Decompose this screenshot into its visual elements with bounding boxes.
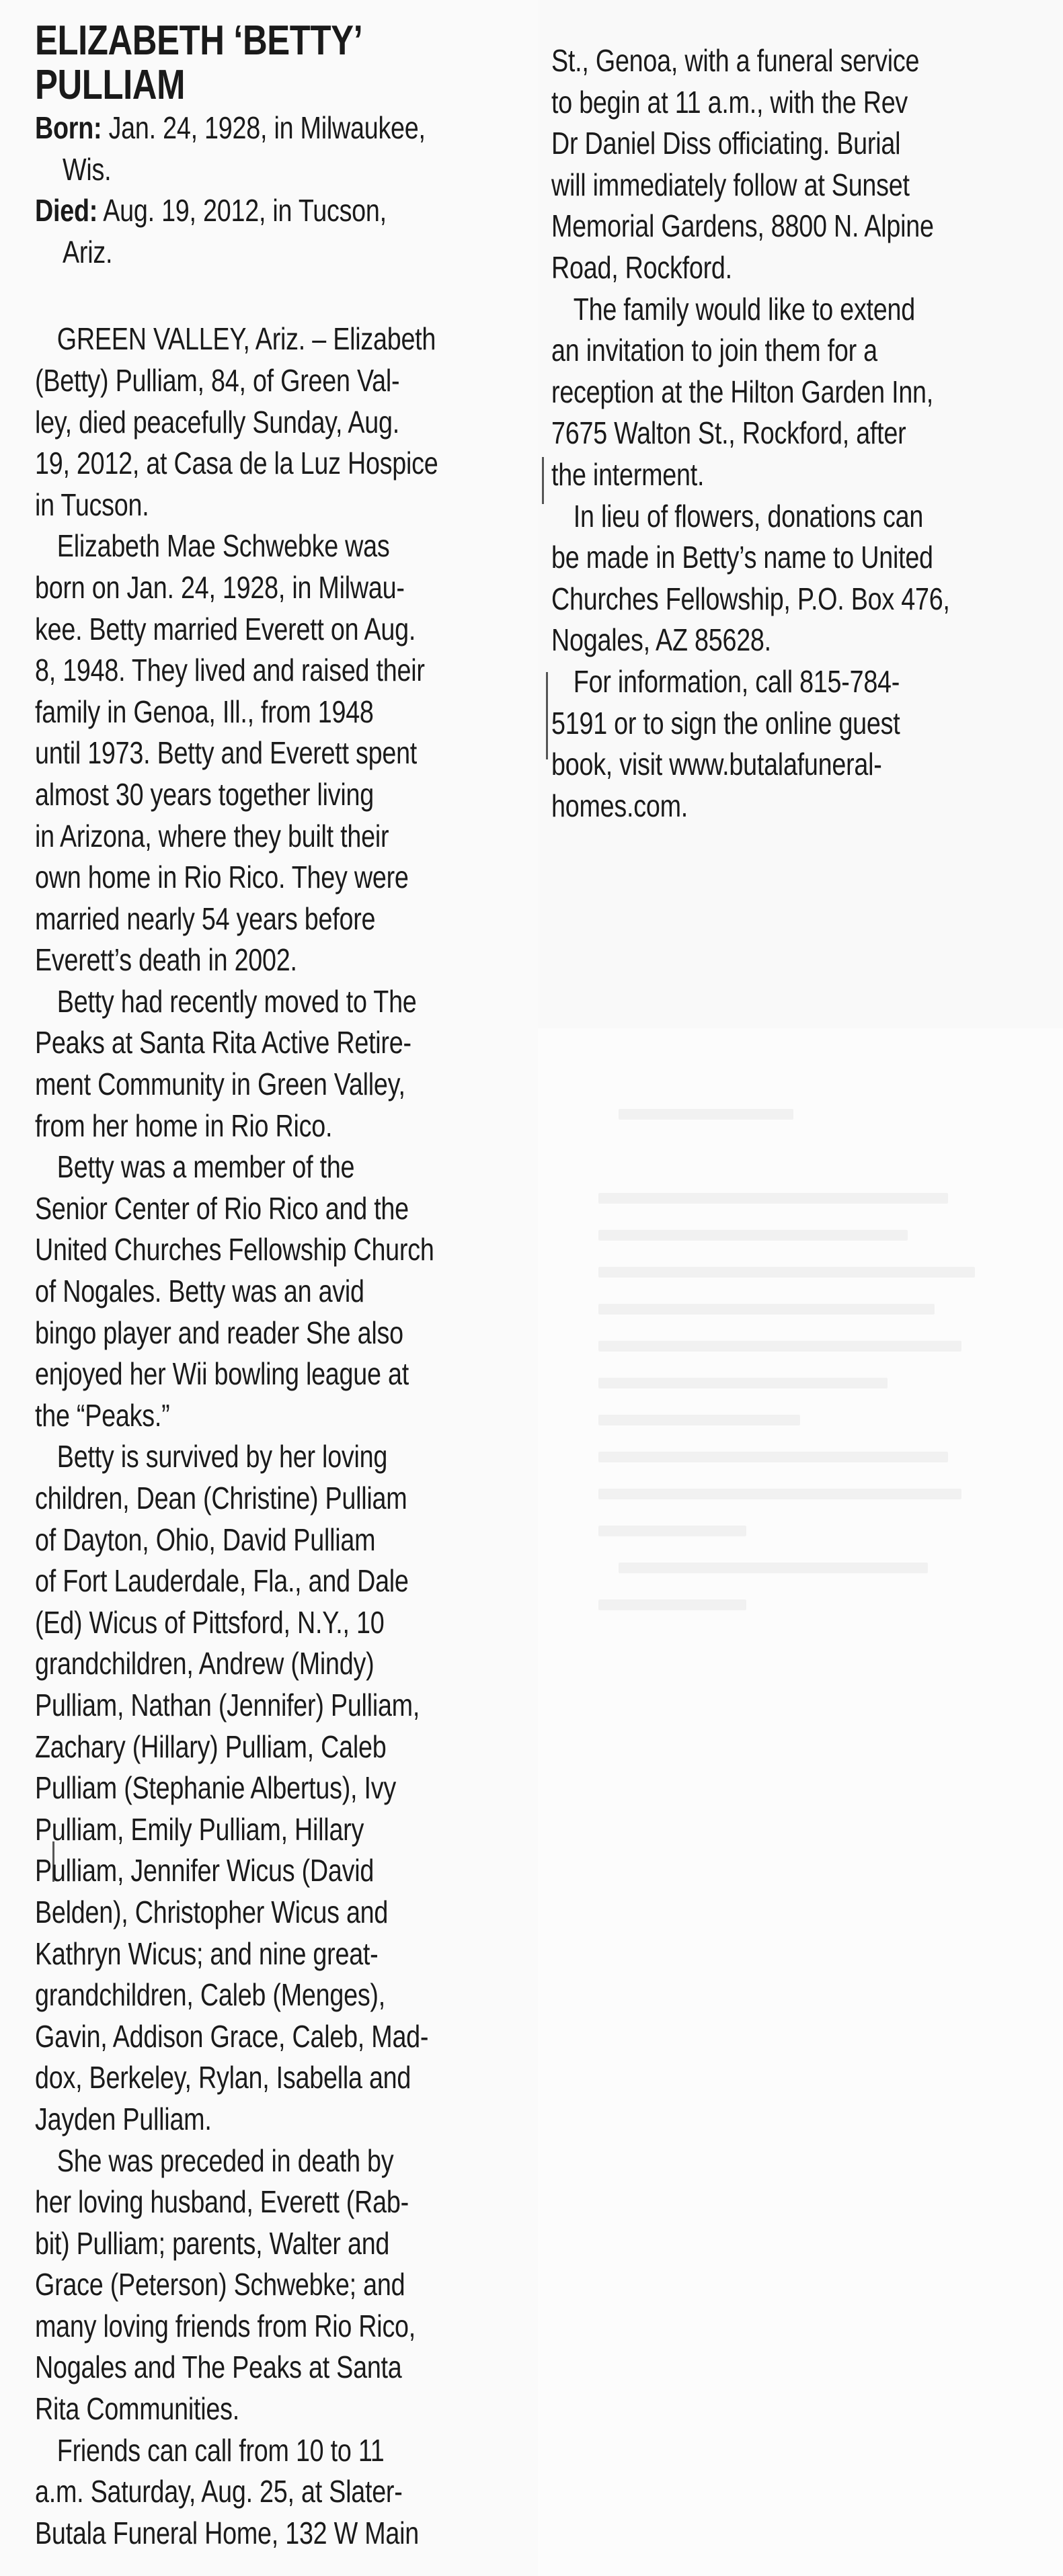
born-date-place: Jan. 24, 1928, in Milwaukee,	[102, 110, 426, 145]
text-line: own home in Rio Rico. They were	[35, 860, 409, 895]
text-line: Elizabeth Mae Schwebke was	[56, 528, 390, 564]
text-line: 7675 Walton St., Rockford, after	[551, 415, 906, 451]
died-label: Died:	[35, 193, 98, 228]
text-line: from her home in Rio Rico.	[35, 1108, 333, 1143]
margin-mark	[546, 672, 548, 759]
text-line: the “Peaks.”	[35, 1397, 170, 1433]
obituary-right-column	[551, 40, 1037, 827]
text-line: The family would like to extend	[573, 291, 915, 327]
text-line: In lieu of flowers, donations can	[573, 498, 924, 534]
text-line: in Tucson.	[35, 487, 149, 522]
text-line: until 1973. Betty and Everett spent	[35, 735, 418, 771]
died-line	[35, 190, 531, 232]
text-line: Pulliam, Emily Pulliam, Hillary	[35, 1811, 364, 1847]
text-line: 19, 2012, at Casa de la Luz Hospice	[35, 446, 438, 481]
text-line: Jayden Pulliam.	[35, 2101, 212, 2136]
text-line: almost 30 years together living	[35, 776, 374, 812]
bleed-through-area	[538, 1028, 1063, 2576]
text-line: ment Community in Green Valley,	[35, 1067, 405, 1102]
bleed-through-line	[598, 1599, 746, 1610]
text-line: Zachary (Hillary) Pulliam, Caleb	[35, 1729, 387, 1764]
bleed-through-line	[619, 1109, 793, 1120]
text-line: bit) Pulliam; parents, Walter and	[35, 2225, 390, 2261]
text-line: Peaks at Santa Rita Active Retire-	[35, 1025, 411, 1061]
obituary-name-line1: ELIZABETH ‘BETTY’	[35, 17, 363, 64]
born-line-continued: Wis.	[63, 151, 112, 187]
text-line: Nogales, AZ 85628.	[551, 622, 771, 658]
bleed-through-line	[598, 1304, 935, 1315]
text-line: GREEN VALLEY, Ariz. – Elizabeth	[56, 321, 436, 357]
text-line: Rita Communities.	[35, 2391, 239, 2427]
text-line: She was preceded in death by	[56, 2143, 394, 2178]
text-line: Pulliam, Nathan (Jennifer) Pulliam,	[35, 1687, 420, 1722]
text-line: many loving friends from Rio Rico,	[35, 2308, 416, 2343]
text-line: Everett’s death in 2002.	[35, 942, 297, 978]
bleed-through-line	[598, 1193, 948, 1204]
text-line: Kathryn Wicus; and nine great-	[35, 1936, 379, 1971]
text-line: Friends can call from 10 to 11	[56, 2432, 385, 2468]
text-line: Dr Daniel Diss officiating. Burial	[551, 126, 901, 161]
text-line: family in Genoa, Ill., from 1948	[35, 694, 374, 729]
text-line: Betty had recently moved to The	[56, 983, 417, 1019]
obituary-right-body	[551, 40, 1037, 827]
text-line: children, Dean (Christine) Pulliam	[35, 1481, 407, 1515]
text-line: Butala Funeral Home, 132 W Main	[35, 2515, 420, 2550]
text-line: to begin at 11 a.m., with the Rev	[551, 84, 908, 120]
text-line: Betty was a member of the	[56, 1149, 355, 1185]
text-line: Gavin, Addison Grace, Caleb, Mad-	[35, 2018, 429, 2054]
text-line: (Betty) Pulliam, 84, of Green Val-	[35, 362, 400, 398]
text-line: bingo player and reader She also	[35, 1315, 403, 1350]
text-line: For information, call 815-784-	[573, 663, 900, 699]
margin-mark	[542, 457, 544, 504]
text-line: 8, 1948. They lived and raised their	[35, 653, 425, 688]
bleed-through-line	[598, 1526, 746, 1536]
text-line: Belden), Christopher Wicus and	[35, 1894, 389, 1929]
text-line: Grace (Peterson) Schwebke; and	[35, 2267, 405, 2302]
bleed-through-line	[619, 1563, 928, 1573]
bleed-through-line	[598, 1230, 908, 1241]
obituary-left-column	[35, 19, 531, 2554]
text-line: enjoyed her Wii bowling league at	[35, 1356, 409, 1392]
text-line: ley, died peacefully Sunday, Aug.	[35, 404, 399, 440]
obituary-name-line2: PULLIAM	[35, 62, 186, 108]
text-line: Pulliam (Stephanie Albertus), Ivy	[35, 1770, 396, 1806]
text-line: married nearly 54 years before	[35, 901, 376, 936]
text-line: Road, Rockford.	[551, 249, 732, 285]
text-line: grandchildren, Caleb (Menges),	[35, 1977, 385, 2013]
bleed-through-line	[598, 1415, 800, 1425]
bleed-through-line	[598, 1489, 961, 1499]
died-line-continued: Ariz.	[63, 234, 113, 269]
bleed-through-line	[598, 1341, 961, 1352]
text-line: a.m. Saturday, Aug. 25, at Slater-	[35, 2474, 403, 2509]
text-line: book, visit www.butalafuneral-	[551, 747, 882, 782]
text-line: born on Jan. 24, 1928, in Milwau-	[35, 569, 405, 605]
text-line: dox, Berkeley, Rylan, Isabella and	[35, 2060, 411, 2095]
text-line: in Arizona, where they built their	[35, 818, 389, 854]
born-label: Born:	[35, 110, 102, 145]
text-line: be made in Betty’s name to United	[551, 540, 933, 575]
text-line: grandchildren, Andrew (Mindy)	[35, 1646, 375, 1681]
text-line: will immediately follow at Sunset	[551, 167, 910, 202]
text-line: Pulliam, Jennifer Wicus (David	[35, 1853, 375, 1888]
text-line: Memorial Gardens, 8800 N. Alpine	[551, 208, 934, 244]
bleed-through-line	[598, 1378, 888, 1388]
text-line: of Nogales. Betty was an avid	[35, 1274, 364, 1309]
bleed-through-line	[598, 1452, 948, 1462]
born-line	[35, 108, 531, 149]
text-line: the interment.	[551, 456, 705, 492]
text-line: an invitation to join them for a	[551, 333, 877, 368]
text-line: St., Genoa, with a funeral service	[551, 43, 920, 78]
text-line: 5191 or to sign the online guest	[551, 705, 900, 741]
text-line: of Dayton, Ohio, David Pulliam	[35, 1522, 376, 1557]
text-line: Churches Fellowship, P.O. Box 476,	[551, 581, 950, 616]
text-line: kee. Betty married Everett on Aug.	[35, 611, 416, 647]
text-line: homes.com.	[551, 788, 688, 823]
text-line: her loving husband, Everett (Rab-	[35, 2184, 409, 2220]
text-line: reception at the Hilton Garden Inn,	[551, 374, 934, 409]
text-line: Betty is survived by her loving	[56, 1439, 388, 1474]
text-line: of Fort Lauderdale, Fla., and Dale	[35, 1563, 409, 1599]
text-line: Senior Center of Rio Rico and the	[35, 1190, 409, 1226]
died-date-place: Aug. 19, 2012, in Tucson,	[97, 193, 387, 228]
text-line: Nogales and The Peaks at Santa	[35, 2350, 402, 2385]
spacer	[35, 273, 531, 319]
obituary-left-body	[35, 319, 531, 2554]
text-line: United Churches Fellowship Church	[35, 1232, 434, 1268]
bleed-through-line	[598, 1267, 975, 1278]
text-line: (Ed) Wicus of Pittsford, N.Y., 10	[35, 1604, 385, 1640]
